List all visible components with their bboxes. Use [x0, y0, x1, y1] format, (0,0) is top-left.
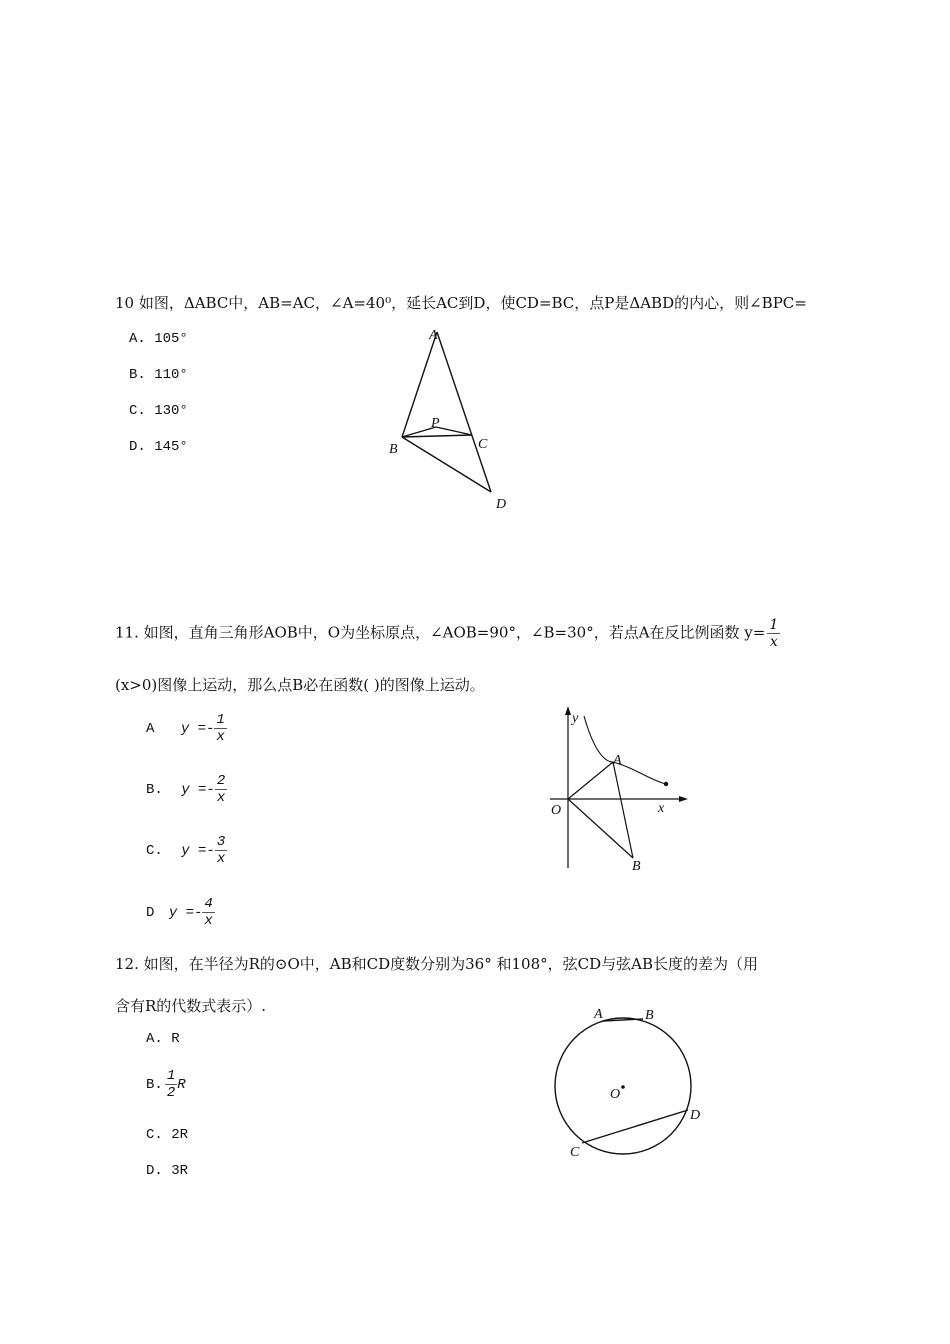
option-prefix: y =- [168, 905, 203, 922]
option-fraction [215, 773, 227, 806]
segment-pc [436, 427, 472, 435]
option-variable: R [177, 1077, 186, 1094]
option-fraction [202, 896, 214, 929]
hyperbola-curve [584, 716, 666, 784]
q12-stem-line1: 12. 如图，在半径为R的⊙O中，AB和CD度数分别为36° 和108°，弦CD与弦AB长度的差为（用 [115, 955, 758, 973]
q10-option-b: B. 110° [129, 367, 188, 383]
option-label: B. [146, 782, 163, 799]
fraction-numerator: 1 [166, 1068, 176, 1084]
fraction-denominator: x [769, 634, 778, 650]
center-point [621, 1085, 625, 1089]
segment-ab [613, 762, 633, 858]
q10-stem: 10 如图，ΔABC中，AB=AC，∠A=40⁰，延长AC到D，使CD=BC，点P是ΔABD的内心，则∠BPC= [115, 294, 807, 312]
fraction-numerator: 1 [769, 617, 779, 633]
fraction-denominator: x [216, 851, 226, 867]
option-prefix: y =- [181, 782, 215, 799]
q11-stem-line2: (x>0)图像上运动，那么点B必在函数( )的图像上运动。 [115, 676, 485, 694]
fraction-denominator: 2 [166, 1085, 176, 1101]
q12-option-a: A. R [146, 1031, 180, 1047]
fraction-numerator: 1 [216, 712, 225, 728]
fraction-denominator: x [216, 790, 226, 806]
q11-stem-text: 11. 如图，直角三角形AOB中，O为坐标原点，∠AOB=90°，∠B=30°，若点A在反比例函数 y= [115, 623, 766, 642]
label-p: P [431, 416, 440, 431]
label-c: C [570, 1145, 580, 1160]
label-y: y [572, 711, 579, 726]
option-label: B. [146, 1077, 163, 1094]
curve-end-point [664, 782, 667, 785]
label-x: x [658, 801, 665, 816]
label-b: B [389, 442, 398, 457]
label-d: D [690, 1108, 701, 1123]
q10-option-a: A. 105° [129, 331, 188, 347]
option-fraction [215, 834, 227, 867]
q11-option-d [146, 896, 215, 929]
fraction-numerator: 4 [204, 896, 213, 912]
label-o: O [551, 803, 562, 818]
option-prefix: y =- [181, 843, 215, 860]
fraction-numerator: 3 [216, 834, 226, 850]
label-c: C [478, 437, 488, 452]
segment-oa [568, 762, 613, 799]
option-fraction [214, 712, 226, 745]
segment-bc [402, 435, 472, 437]
label-o: O [610, 1087, 621, 1102]
q12-stem-line2: 含有R的代数式表示）. [115, 997, 267, 1015]
option-prefix: y =- [180, 721, 215, 738]
x-axis-arrow [679, 796, 688, 802]
q10-option-d: D. 145° [129, 439, 188, 455]
y-axis-arrow [565, 706, 571, 715]
label-a: A [429, 328, 438, 343]
q12-option-b [146, 1068, 186, 1101]
label-d: D [496, 497, 507, 512]
segment-ad [437, 332, 491, 492]
fraction-numerator: 2 [216, 773, 226, 789]
q10-triangle-figure [380, 320, 530, 520]
q11-option-b [146, 773, 227, 806]
chord-cd [582, 1110, 688, 1143]
q11-option-a [146, 712, 227, 745]
fraction-denominator: x [204, 913, 213, 929]
q10-option-c: C. 130° [129, 403, 188, 419]
label-b: B [645, 1008, 654, 1023]
option-label: A [146, 721, 155, 738]
option-fraction [165, 1068, 177, 1101]
q12-option-c: C. 2R [146, 1127, 189, 1143]
q11-option-c [146, 834, 227, 867]
option-label: C. [146, 843, 163, 860]
q11-stem-line1 [115, 617, 780, 650]
q11-function-fraction [767, 617, 780, 650]
q11-coordinate-figure [540, 700, 700, 880]
q12-circle-figure [545, 1000, 715, 1170]
label-a: A [613, 753, 622, 768]
q12-option-d: D. 3R [146, 1163, 189, 1179]
label-a: A [594, 1007, 603, 1022]
fraction-denominator: x [216, 729, 225, 745]
option-label: D [146, 905, 155, 922]
label-b: B [632, 859, 641, 874]
segment-ob [568, 799, 633, 858]
